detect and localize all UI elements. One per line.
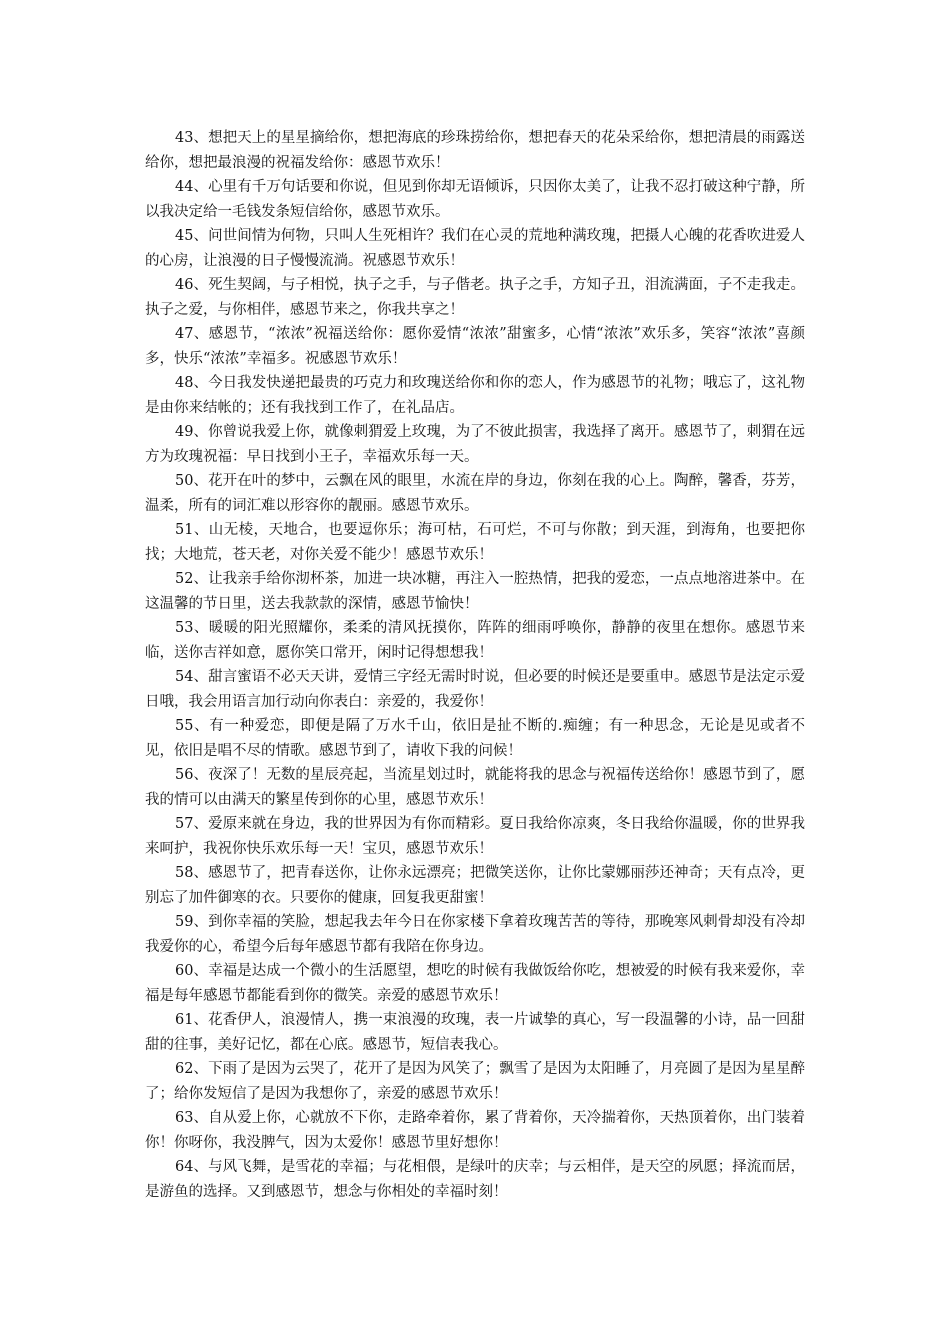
paragraph-61: 61、花香伊人，浪漫情人，携一束浪漫的玫瑰，表一片诚挚的真心，写一段温馨的小诗，品一回甜甜的往事，美好记忆，都在心底。感恩节，短信表我心。 [145, 1012, 805, 1053]
paragraph-59: 59、到你幸福的笑脸，想起我去年今日在你家楼下拿着玫瑰苦苦的等待，那晚寒风刺骨却没有冷却我爱你的心，希望今后每年感恩节都有我陪在你身边。 [145, 914, 805, 955]
paragraph-63: 63、自从爱上你，心就放不下你，走路牵着你，累了背着你，天冷揣着你，天热顶着你，出门装着你！你呀你，我没脾气，因为太爱你！感恩节里好想你！ [145, 1110, 805, 1151]
paragraph-49: 49、你曾说我爱上你，就像刺猬爱上玫瑰，为了不彼此损害，我选择了离开。感恩节了，刺猬在远方为玫瑰祝福：早日找到小王子，幸福欢乐每一天。 [145, 424, 805, 465]
paragraph-58: 58、感恩节了，把青春送你，让你永远漂亮；把微笑送你，让你比蒙娜丽莎还神奇；天有点冷，更别忘了加件御寒的衣。只要你的健康，回复我更甜蜜！ [145, 865, 805, 906]
paragraph-46: 46、死生契阔，与子相悦，执子之手，与子偕老。执子之手，方知子丑，泪流满面，子不走我走。执子之爱，与你相伴，感恩节来之，你我共享之！ [145, 277, 805, 318]
document-body [145, 126, 805, 1204]
paragraph-44: 44、心里有千万句话要和你说，但见到你却无语倾诉，只因你太美了，让我不忍打破这种宁静，所以我决定给一毛钱发条短信给你，感恩节欢乐。 [145, 179, 805, 220]
paragraph-56: 56、夜深了！无数的星辰亮起，当流星划过时，就能将我的思念与祝福传送给你！感恩节到了，愿我的情可以由满天的繁星传到你的心里，感恩节欢乐！ [145, 767, 805, 808]
paragraph-62: 62、下雨了是因为云哭了，花开了是因为风笑了；飘雪了是因为太阳睡了，月亮圆了是因为星星醉了；给你发短信了是因为我想你了，亲爱的感恩节欢乐！ [145, 1061, 805, 1102]
paragraph-54: 54、甜言蜜语不必天天讲，爱情三字经无需时时说，但必要的时候还是要重申。感恩节是法定示爱日哦，我会用语言加行动向你表白：亲爱的，我爱你！ [145, 669, 805, 710]
paragraph-57: 57、爱原来就在身边，我的世界因为有你而精彩。夏日我给你凉爽，冬日我给你温暖，你的世界我来呵护，我祝你快乐欢乐每一天！宝贝，感恩节欢乐！ [145, 816, 805, 857]
paragraph-60: 60、幸福是达成一个微小的生活愿望，想吃的时候有我做饭给你吃，想被爱的时候有我来爱你，幸福是每年感恩节都能看到你的微笑。亲爱的感恩节欢乐！ [145, 963, 805, 1004]
paragraph-47: 47、感恩节，“浓浓”祝福送给你：愿你爱情“浓浓”甜蜜多，心情“浓浓”欢乐多，笑容“浓浓”喜颜多，快乐“浓浓”幸福多。祝感恩节欢乐！ [145, 326, 806, 367]
paragraph-45: 45、问世间情为何物，只叫人生死相许？我们在心灵的荒地种满玫瑰，把摄人心魄的花香吹进爱人的心房，让浪漫的日子慢慢流淌。祝感恩节欢乐！ [145, 228, 805, 269]
paragraph-43: 43、想把天上的星星摘给你，想把海底的珍珠捞给你，想把春天的花朵采给你，想把清晨的雨露送给你，想把最浪漫的祝福发给你：感恩节欢乐！ [145, 130, 805, 171]
paragraph-51: 51、山无棱，天地合，也要逗你乐；海可枯，石可烂，不可与你散；到天涯，到海角，也要把你找；大地荒，苍天老，对你关爱不能少！感恩节欢乐！ [145, 522, 805, 563]
paragraph-50: 50、花开在叶的梦中，云飘在风的眼里，水流在岸的身边，你刻在我的心上。陶醉，馨香，芬芳，温柔，所有的词汇难以形容你的靓丽。感恩节欢乐。 [145, 473, 805, 514]
paragraph-53: 53、暖暖的阳光照耀你，柔柔的清风抚摸你，阵阵的细雨呼唤你，静静的夜里在想你。感恩节来临，送你吉祥如意，愿你笑口常开，闲时记得想想我！ [145, 620, 805, 661]
paragraph-52: 52、让我亲手给你沏杯茶，加进一块冰糖，再注入一腔热情，把我的爱恋，一点点地溶进茶中。在这温馨的节日里，送去我款款的深情，感恩节愉快！ [145, 571, 805, 612]
paragraph-64: 64、与风飞舞，是雪花的幸福；与花相偎，是绿叶的庆幸；与云相伴，是天空的夙愿；择流而居，是游鱼的选择。又到感恩节，想念与你相处的幸福时刻！ [145, 1159, 805, 1200]
paragraph-55: 55、有一种爱恋，即便是隔了万水千山，依旧是扯不断的.痴缠；有一种思念，无论是见或者不见，依旧是唱不尽的情歌。感恩节到了，请收下我的问候！ [145, 718, 805, 759]
paragraph-48: 48、今日我发快递把最贵的巧克力和玫瑰送给你和你的恋人，作为感恩节的礼物；哦忘了，这礼物是由你来结帐的；还有我找到工作了，在礼品店。 [145, 375, 805, 416]
